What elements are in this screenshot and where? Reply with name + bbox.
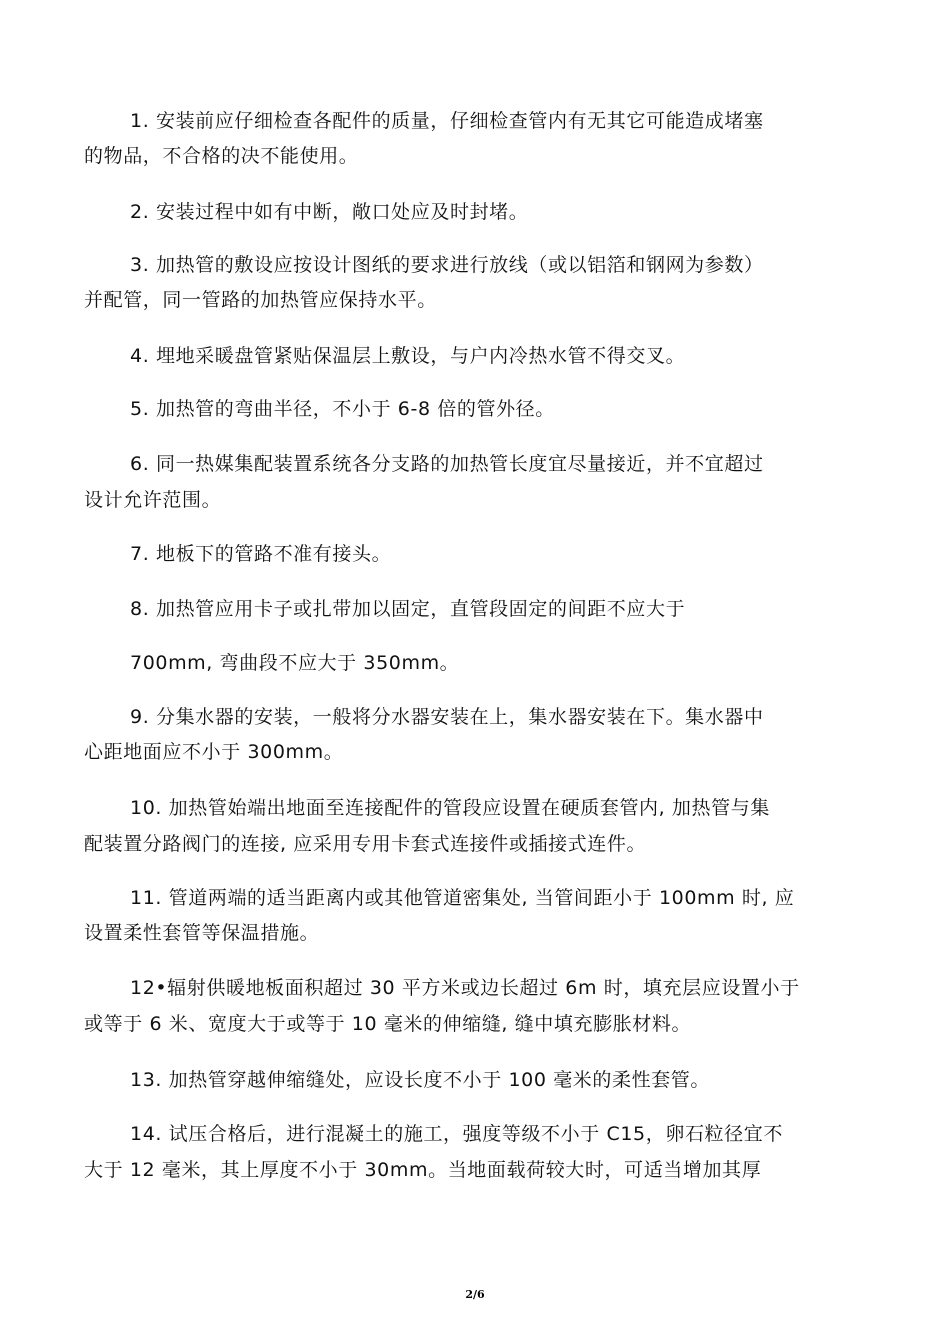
paragraph-6-line-1: 6. 同一热媒集配装置系统各分支路的加热管长度宜尽量接近，并不宜超过 (130, 453, 764, 475)
paragraph-2-line-1: 2. 安装过程中如有中断，敞口处应及时封堵。 (130, 201, 529, 223)
paragraph-13-line-2: 或等于 6 米、宽度大于或等于 10 毫米的伸缩缝, 缝中填充膨胀材料。 (84, 1013, 692, 1035)
paragraph-7-line-1: 7. 地板下的管路不准有接头。 (130, 543, 392, 565)
paragraph-10-line-1: 9. 分集水器的安装，一般将分水器安装在上，集水器安装在下。集水器中 (130, 706, 764, 728)
paragraph-10-line-2: 心距地面应不小于 300mm。 (84, 741, 344, 763)
paragraph-1-line-1: 1. 安装前应仔细检查各配件的质量，仔细检查管内有无其它可能造成堵塞 (130, 110, 764, 132)
paragraph-9-line-1: 700mm, 弯曲段不应大于 350mm。 (130, 652, 460, 674)
paragraph-6-line-2: 设计允许范围。 (84, 489, 222, 511)
paragraph-13-line-1: 12•辐射供暖地板面积超过 30 平方米或边长超过 6m 时，填充层应设置小于 (130, 977, 800, 999)
paragraph-14-line-1: 13. 加热管穿越伸缩缝处，应设长度不小于 100 毫米的柔性套管。 (130, 1069, 711, 1091)
paragraph-8-line-1: 8. 加热管应用卡子或扎带加以固定，直管段固定的间距不应大于 (130, 598, 686, 620)
page-number: 2/6 (465, 1288, 485, 1301)
paragraph-5-line-1: 5. 加热管的弯曲半径，不小于 6-8 倍的管外径。 (130, 398, 555, 420)
paragraph-3-line-1: 3. 加热管的敷设应按设计图纸的要求进行放线（或以铝箔和钢网为参数） (130, 254, 764, 276)
paragraph-11-line-1: 10. 加热管始端出地面至连接配件的管段应设置在硬质套管内, 加热管与集 (130, 797, 770, 819)
paragraph-15-line-1: 14. 试压合格后，进行混凝土的施工，强度等级不小于 C15，卵石粒径宜不 (130, 1123, 783, 1145)
paragraph-11-line-2: 配装置分路阀门的连接, 应采用专用卡套式连接件或插接式连件。 (84, 833, 647, 855)
paragraph-1-line-2: 的物品，不合格的决不能使用。 (84, 145, 359, 167)
paragraph-15-line-2: 大于 12 毫米，其上厚度不小于 30mm。当地面载荷较大时，可适当增加其厚 (84, 1159, 762, 1181)
paragraph-12-line-1: 11. 管道两端的适当距离内或其他管道密集处, 当管间距小于 100mm 时, 应 (130, 887, 795, 909)
paragraph-3-line-2: 并配管，同一管路的加热管应保持水平。 (84, 289, 437, 311)
paragraph-12-line-2: 设置柔性套管等保温措施。 (84, 922, 320, 944)
paragraph-4-line-1: 4. 埋地采暖盘管紧贴保温层上敷设，与户内冷热水管不得交叉。 (130, 345, 686, 367)
